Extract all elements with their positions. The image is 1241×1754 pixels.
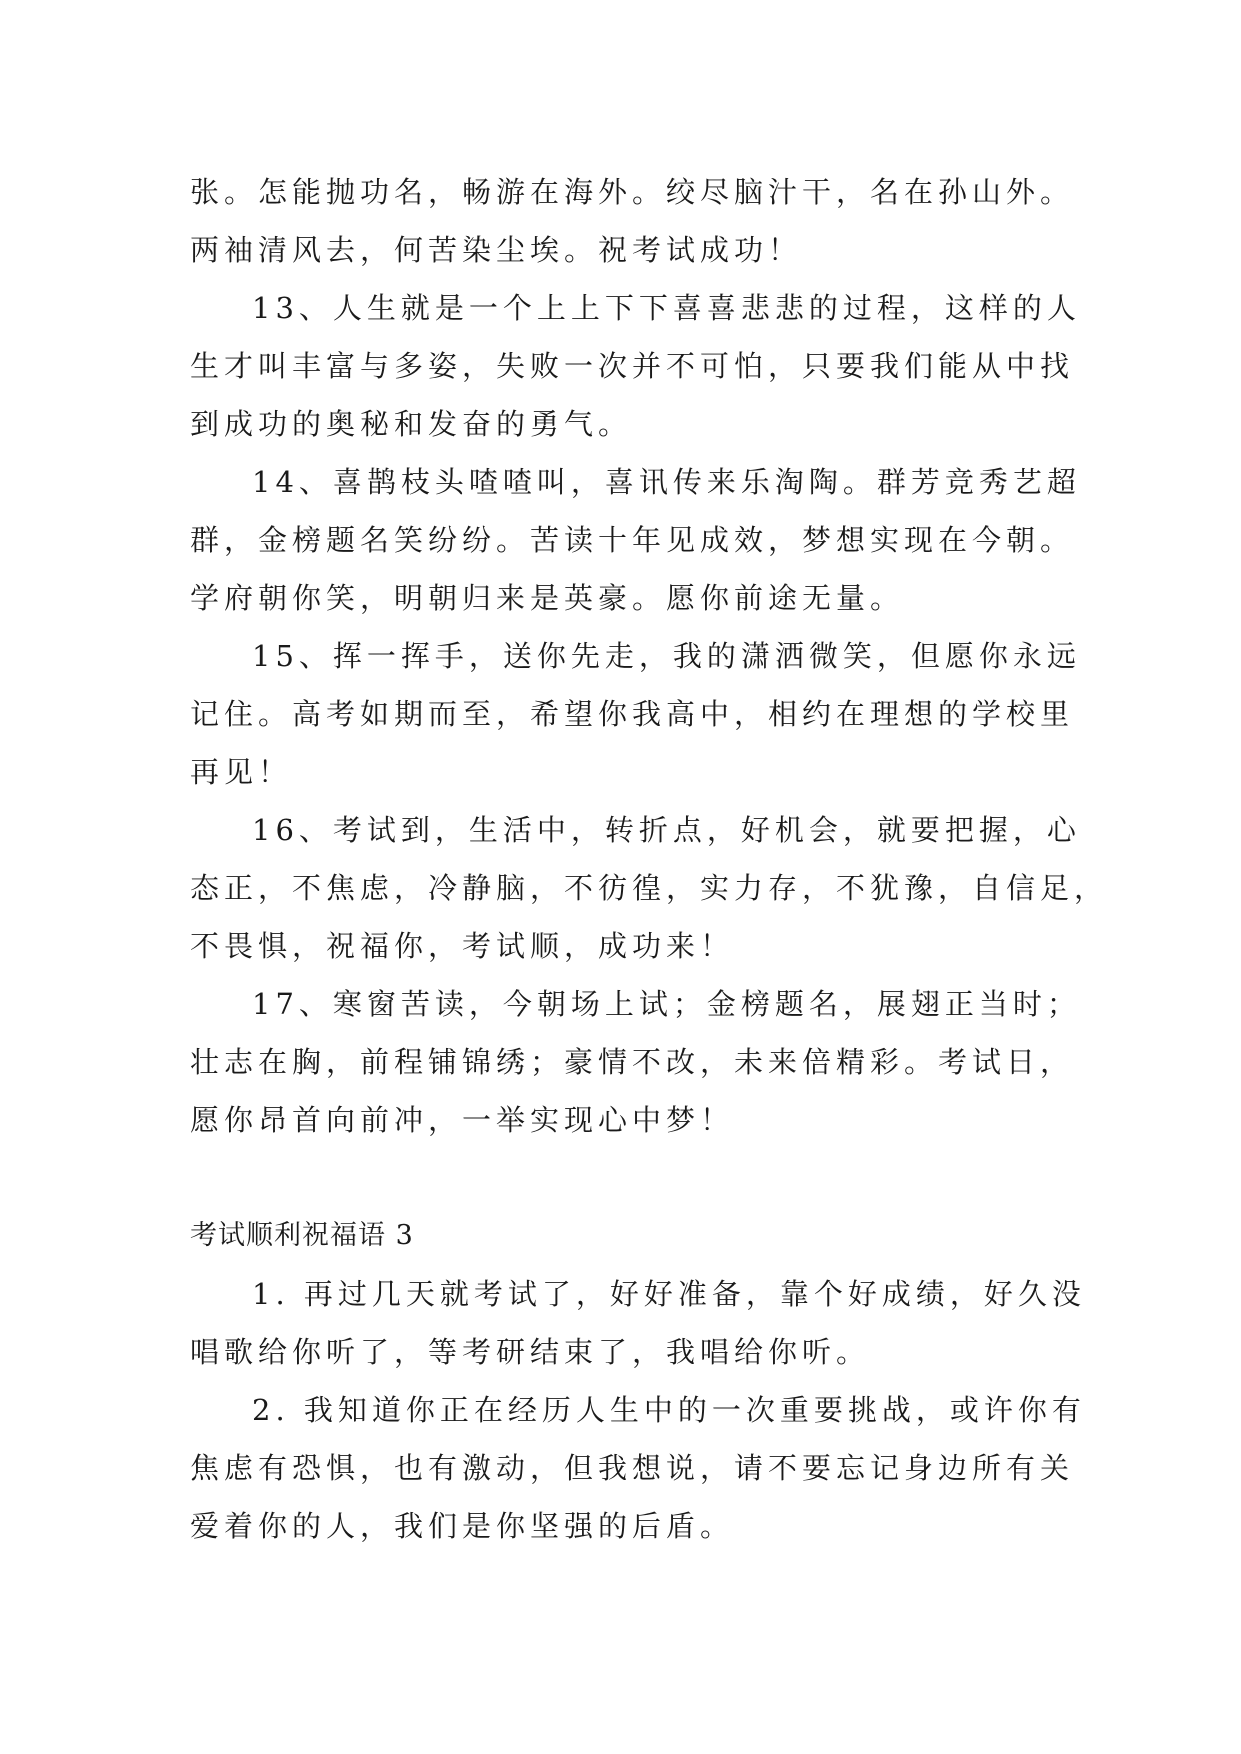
section-title: 考试顺利祝福语 3 (190, 1220, 414, 1251)
text-line: 爱着你的人，我们是你坚强的后盾。 (190, 1509, 735, 1543)
text-line: 唱歌给你听了，等考研结束了，我唱给你听。 (190, 1335, 871, 1369)
text-line: 焦虑有恐惧，也有激动，但我想说，请不要忘记身边所有关 (190, 1451, 1075, 1485)
text-line: 群，金榜题名笑纷纷。苦读十年见成效，梦想实现在今朝。 (190, 523, 1075, 557)
text-line: 17、寒窗苦读，今朝场上试；金榜题名，展翅正当时； (252, 987, 1081, 1021)
paragraph-item-2 (190, 1381, 1086, 1555)
text-line: 张。怎能抛功名，畅游在海外。绞尽脑汁干，名在孙山外。 (190, 175, 1075, 209)
text-line: 13、人生就是一个上上下下喜喜悲悲的过程，这样的人 (252, 291, 1081, 325)
text-line: 到成功的奥秘和发奋的勇气。 (190, 407, 633, 441)
text-line: 学府朝你笑，明朝归来是英豪。愿你前途无量。 (190, 581, 905, 615)
text-line: 1. 再过几天就考试了，好好准备，靠个好成绩，好久没 (252, 1277, 1086, 1311)
paragraph-17 (190, 975, 1081, 1149)
document-body (190, 163, 1109, 1555)
paragraph-14 (190, 453, 1081, 627)
paragraph-item-1 (190, 1265, 1086, 1381)
text-line: 2. 我知道你正在经历人生中的一次重要挑战，或许你有 (252, 1393, 1086, 1427)
text-line: 再见！ (190, 755, 293, 789)
text-line: 生才叫丰富与多姿，失败一次并不可怕，只要我们能从中找 (190, 349, 1075, 383)
section-spacer (190, 1149, 1070, 1207)
text-line: 16、考试到，生活中，转折点，好机会，就要把握，心 (252, 813, 1081, 847)
text-line: 14、喜鹊枝头喳喳叫，喜讯传来乐淘陶。群芳竞秀艺超 (252, 465, 1081, 499)
text-line: 记住。高考如期而至，希望你我高中，相约在理想的学校里 (190, 697, 1075, 731)
paragraph-16 (190, 801, 1109, 975)
text-line: 壮志在胸，前程铺锦绣；豪情不改，未来倍精彩。考试日， (190, 1045, 1075, 1079)
text-line: 态正，不焦虑，冷静脑，不彷徨，实力存，不犹豫，自信足， (190, 871, 1109, 905)
paragraph-continuation (190, 163, 1075, 279)
text-line: 愿你昂首向前冲，一举实现心中梦！ (190, 1103, 735, 1137)
paragraph-13 (190, 279, 1081, 453)
text-line: 不畏惧，祝福你，考试顺，成功来！ (190, 929, 735, 963)
text-line: 两袖清风去，何苦染尘埃。祝考试成功！ (190, 233, 803, 267)
text-line: 15、挥一挥手，送你先走，我的潇洒微笑，但愿你永远 (252, 639, 1081, 673)
paragraph-15 (190, 627, 1081, 801)
